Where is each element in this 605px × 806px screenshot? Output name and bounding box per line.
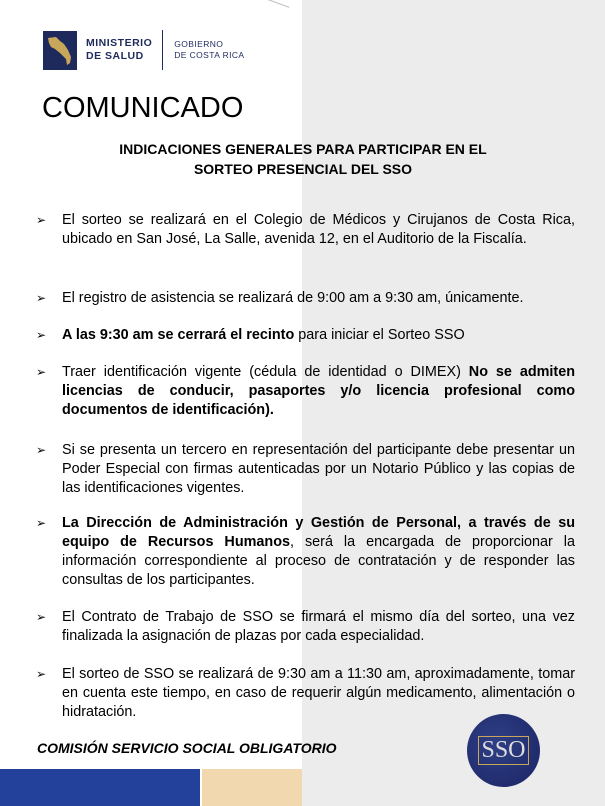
item-bold-text: No se admiten licencias de conducir, pasaportes y/o licencia profesional como documentos de identificación).	[62, 364, 575, 418]
list-item	[36, 514, 576, 590]
ministry-logo	[43, 30, 245, 70]
item-text: El sorteo de SSO se realizará de 9:30 am a 11:30 am, aproximadamente, tomar en cuenta este tiempo, en caso de requerir algún medicamento, alimentación o hidratación.	[62, 666, 575, 720]
bullet-arrow-icon: ➢	[36, 213, 47, 227]
bullet-arrow-icon: ➢	[36, 516, 47, 530]
list-item	[36, 608, 575, 646]
subtitle-line1: INDICACIONES GENERALES PARA PARTICIPAR EN EL	[119, 141, 487, 157]
item-text: El sorteo se realizará en el Colegio de Médicos y Cirujanos de Costa Rica, ubicado en San José, La Salle, avenida 12, en el Auditorio de la Fiscalía.	[62, 212, 575, 247]
footer-bar-beige	[202, 769, 302, 806]
ministry-name-line1: MINISTERIO	[86, 37, 153, 49]
subtitle	[60, 139, 546, 179]
item-bold-text: La Dirección de Administración y Gestión de Personal, a través de su equipo de Recursos Humanos	[62, 515, 575, 550]
item-text: El Contrato de Trabajo de SSO se firmará el mismo día del sorteo, una vez finalizada la asignación de plazas por cada especialidad.	[62, 609, 575, 644]
seal-text: SSO	[478, 736, 528, 765]
item-text: Traer identificación vigente (cédula de identidad o DIMEX)	[62, 364, 469, 380]
list-item	[36, 363, 575, 420]
footer-bar-blue	[0, 769, 200, 806]
list-item	[36, 211, 575, 249]
bullet-arrow-icon: ➢	[36, 328, 47, 342]
signature: COMISIÓN SERVICIO SOCIAL OBLIGATORIO	[37, 740, 337, 756]
bullet-arrow-icon: ➢	[36, 610, 47, 624]
item-text: Si se presenta un tercero en representación del participante debe presentar un Poder Especial con firmas autenticadas por un Notario Público y las copias de las identificaciones vigentes.	[62, 442, 575, 496]
item-text: El registro de asistencia se realizará de 9:00 am a 9:30 am, únicamente.	[62, 290, 524, 306]
bullet-arrow-icon: ➢	[36, 667, 47, 681]
list-item	[36, 289, 575, 308]
gov-line1: GOBIERNO	[174, 39, 224, 49]
list-item	[36, 326, 575, 345]
page-title: COMUNICADO	[42, 92, 244, 124]
item-text: para iniciar el Sorteo SSO	[294, 327, 465, 343]
list-item	[36, 441, 575, 498]
bullet-arrow-icon: ➢	[36, 365, 47, 379]
sso-seal-logo	[467, 714, 540, 787]
logo-divider	[162, 30, 163, 70]
bullet-arrow-icon: ➢	[36, 443, 47, 457]
item-text: , será la encargada de proporcionar la información correspondiente al proceso de contratación y de responder las consultas de los participantes.	[62, 534, 576, 588]
bullet-arrow-icon: ➢	[36, 291, 47, 305]
ministry-name-line2: DE SALUD	[86, 50, 144, 62]
decorative-line	[263, 0, 290, 8]
gov-line2: DE COSTA RICA	[174, 50, 245, 60]
subtitle-line2: SORTEO PRESENCIAL DEL SSO	[193, 161, 413, 177]
item-bold-text: A las 9:30 am se cerrará el recinto	[62, 327, 295, 343]
costa-rica-map-icon	[43, 31, 77, 70]
